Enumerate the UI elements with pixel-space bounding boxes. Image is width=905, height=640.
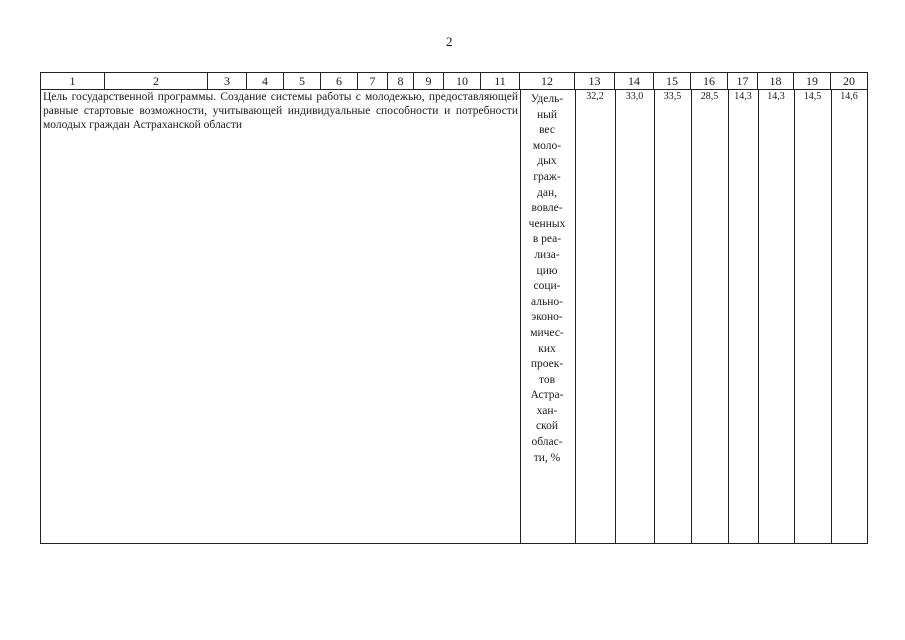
indicator-line: хан- [536,404,558,417]
indicator-line: Астра- [530,389,564,402]
indicator-line: тов [538,373,556,386]
indicator-line: вовле- [531,202,563,215]
indicator-line: ти, % [533,451,561,464]
indicator-line: соци- [533,280,561,293]
indicator-line: эконо- [531,311,563,324]
page-number: 2 [446,34,453,49]
indicator-line: проек- [530,358,564,371]
col-divider [758,89,759,543]
indicator-line: ких [538,342,556,355]
col-divider [831,89,832,543]
program-goal-text: Цель государственной программы. Создание системы работы с молодежью, предоставляющей равные стартовые возможности, учитывающей индивидуальные способности и потребности молодых граждан Астраханской области [43,91,518,131]
header-col-8: 8 [388,73,414,89]
indicator-name [521,92,573,466]
indicator-line: лиза- [534,248,560,261]
value-col-13: 32,2 [586,91,604,102]
header-col-15: 15 [654,73,691,89]
header-col-14: 14 [615,73,654,89]
header-col-12: 12 [520,73,575,89]
indicator-line: облас- [531,436,563,449]
header-col-4: 4 [247,73,284,89]
indicator-line: цию [536,264,558,277]
header-col-5: 5 [284,73,321,89]
col-divider [575,89,576,543]
indicator-line: моло- [532,139,562,152]
value-col-18: 14,3 [767,91,785,102]
header-col-10: 10 [444,73,481,89]
header-col-3: 3 [208,73,247,89]
indicator-line: мичес- [530,326,564,339]
col-divider [691,89,692,543]
header-col-17: 17 [728,73,758,89]
header-col-19: 19 [794,73,831,89]
value-col-20: 14,6 [840,91,858,102]
header-col-16: 16 [691,73,728,89]
indicator-line: Удель- [530,93,564,105]
indicator-line: ально- [531,295,563,308]
indicator-line: ный [536,108,558,121]
value-col-19: 14,5 [803,91,822,102]
header-col-20: 20 [843,74,855,88]
indicator-line: дых [537,155,557,168]
header-col-9: 9 [414,73,444,89]
indicator-line: ченных [528,217,566,230]
header-col-6: 6 [321,73,358,89]
value-col-17: 14,3 [734,91,752,102]
indicator-line: граж- [533,170,561,183]
value-col-14: 33,0 [625,91,644,102]
header-col-1: 1 [41,73,105,89]
indicator-line: дан, [537,186,557,199]
header-col-11: 11 [481,73,520,89]
indicator-line: ской [535,420,558,433]
col-divider [654,89,655,543]
col-divider [794,89,795,543]
col-divider [615,89,616,543]
header-col-2: 2 [105,73,208,89]
header-col-7: 7 [358,73,388,89]
value-col-16: 28,5 [700,91,719,102]
indicator-table [40,72,868,544]
indicator-line: вес [539,124,555,137]
value-col-15: 33,5 [663,91,682,102]
col-divider [728,89,729,543]
indicator-line: в реа- [532,233,562,246]
header-col-18: 18 [758,73,794,89]
header-col-13: 13 [575,73,615,89]
